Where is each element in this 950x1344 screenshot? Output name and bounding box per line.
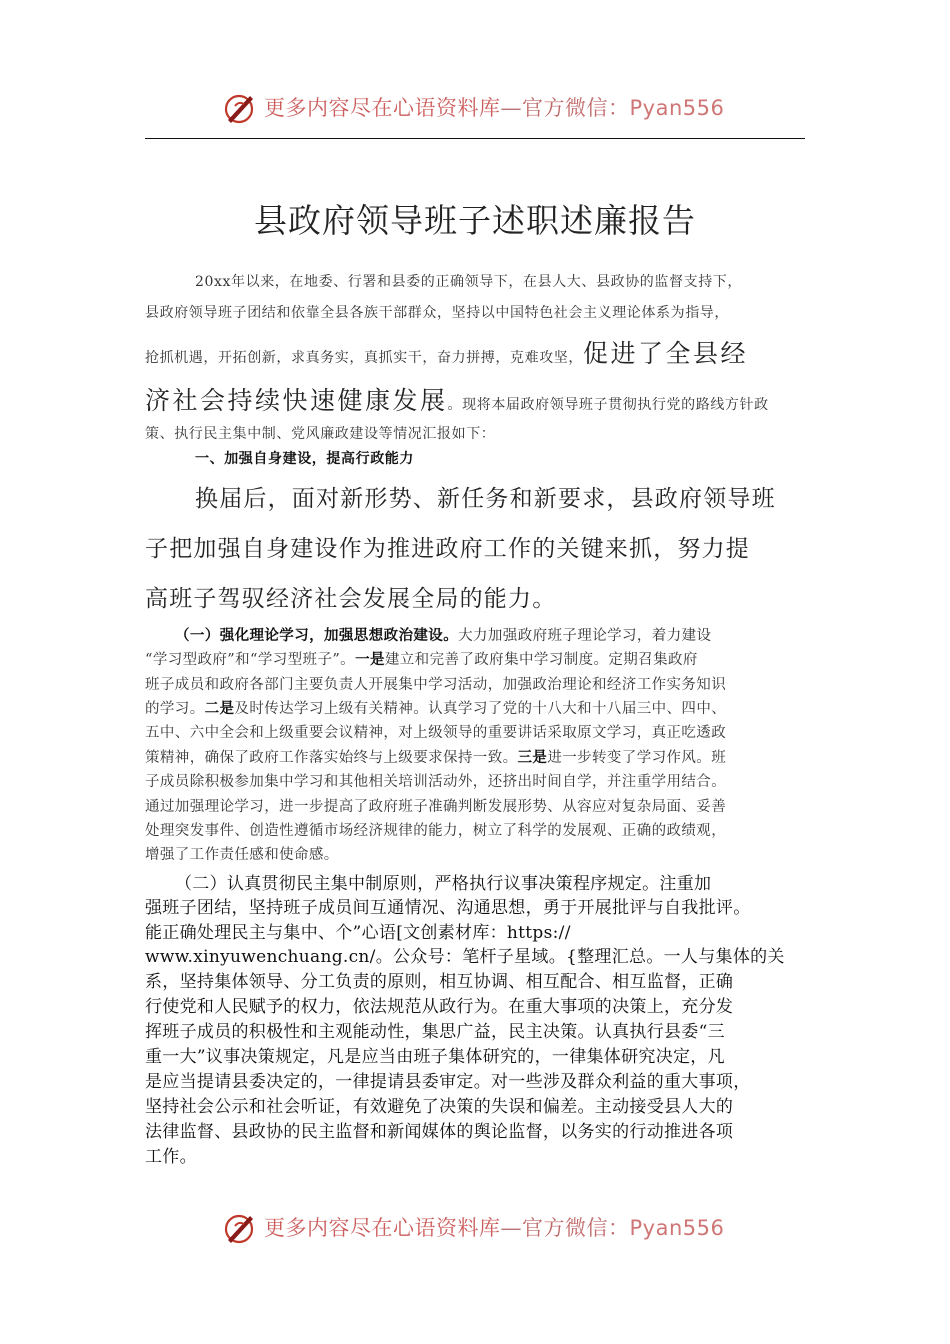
banner-wechat-label: 官方微信：: [522, 1216, 630, 1240]
intro-line: [145, 334, 748, 370]
sub2-line: 强班子团结，坚持班子成员间互通情况、沟通思想，勇于开展批评与自我批评。: [145, 898, 751, 918]
sub2-line: 工作。: [145, 1147, 197, 1167]
sub1-line: 五中、六中全会和上级重要会议精神，对上级领导的重要讲话采取原文学习，真正吃透政: [145, 725, 727, 741]
section-paragraph-line: 子把加强自身建设作为推进政府工作的关键来抓，努力提: [145, 536, 750, 562]
banner-site: 更多内容尽在心语资料库: [264, 96, 501, 120]
sub1-line: [145, 746, 726, 767]
sub1-text: 策精神，确保了政府工作落实始终与上级要求保持一致。: [145, 750, 518, 766]
sub1-heading: （一）强化理论学习，加强思想政治建设。: [175, 627, 459, 644]
sub1-text: 大力加强政府班子理论学习，着力建设: [458, 628, 712, 644]
sub2-line: www.xinyuwenchuang.cn/。公众号：笔杆子星域。{整理汇总。一人与集体的关: [145, 947, 785, 967]
banner-text: [264, 1212, 724, 1244]
banner-site: 更多内容尽在心语资料库: [264, 1216, 501, 1240]
intro-line: [145, 381, 769, 417]
intro-line: 策、执行民主集中制、党风廉政建设等情况汇报如下：: [145, 426, 496, 442]
banner-dash: —: [500, 96, 522, 120]
intro-text: 。现将本届政府领导班子贯彻执行党的路线方针政: [447, 397, 769, 413]
sub1-line: 处理突发事件、创造性遵循市场经济规律的能力，树立了科学的发展观、正确的政绩观，: [145, 823, 727, 839]
pen-logo-icon: [222, 1210, 258, 1246]
sub1-line: 子成员除积极参加集中学习和其他相关培训活动外，还挤出时间自学，并注重学用结合。: [145, 774, 727, 790]
intro-line: 20xx年以来，在地委、行署和县委的正确领导下，在县人大、县政协的监督支持下，: [195, 274, 743, 290]
banner-dash: —: [500, 1216, 522, 1240]
sub1-keyword: 二是: [204, 700, 235, 717]
sub1-text: “学习型政府”和“学习型班子”。: [145, 652, 356, 668]
header-banner: [0, 88, 950, 128]
banner-wechat-id: Pyan556: [629, 1216, 725, 1240]
intro-large-text: 促进了全县经: [583, 339, 749, 368]
sub2-line: 法律监督、县政协的民主监督和新闻媒体的舆论监督，以务实的行动推进各项: [145, 1122, 734, 1142]
intro-large-text: 济社会持续快速健康发展: [145, 386, 448, 415]
banner-wechat-id: Pyan556: [629, 96, 725, 120]
sub1-text: 的学习。: [145, 701, 205, 717]
banner-wechat-label: 官方微信：: [522, 96, 630, 120]
sub1-line: 班子成员和政府各部门主要负责人开展集中学习活动，加强政治理论和经济工作实务知识: [145, 677, 727, 693]
sub1-text: 及时传达学习上级有关精神。认真学习了党的十八大和十八届三中、四中、: [234, 701, 727, 717]
sub2-line: 重一大”议事决策规定，凡是应当由班子集体研究的，一律集体研究决定，凡: [145, 1047, 725, 1067]
sub2-line: 能正确处理民主与集中、个”心语[文创素材库：https://: [145, 923, 571, 943]
sub2-line: 是应当提请县委决定的，一律提请县委审定。对一些涉及群众利益的重大事项，: [145, 1072, 751, 1092]
sub2-line: 挥班子成员的积极性和主观能动性，集思广益，民主决策。认真执行县委“三: [145, 1022, 725, 1042]
pen-logo-icon: [222, 90, 258, 126]
intro-text: 抢抓机遇，开拓创新，求真务实，真抓实干，奋力拼搏，克难攻坚，: [145, 350, 583, 366]
header-divider: [145, 138, 805, 139]
footer-banner: [0, 1208, 950, 1248]
sub1-text: 进一步转变了学习作风。班: [547, 750, 727, 766]
sub1-text: 建立和完善了政府集中学习制度。定期召集政府: [384, 652, 698, 668]
sub1-keyword: 三是: [517, 749, 548, 766]
sub1-line: [145, 648, 698, 669]
sub1-keyword: 一是: [355, 651, 385, 668]
sub1-line: 通过加强理论学习，进一步提高了政府班子准确判断发展形势、从容应对复杂局面、妥善: [145, 799, 727, 815]
sub2-line: 系，坚持集体领导、分工负责的原则，相互协调、相互配合、相互监督，正确: [145, 972, 734, 992]
banner-text: [264, 92, 724, 124]
sub2-line: 坚持社会公示和社会听证，有效避免了决策的失误和偏差。主动接受县人大的: [145, 1097, 734, 1117]
sub2-line: 行使党和人民赋予的权力，依法规范从政行为。在重大事项的决策上，充分发: [145, 997, 734, 1017]
sub2-line: （二）认真贯彻民主集中制原则，严格执行议事决策程序规定。注重加: [175, 874, 712, 894]
document-title: 县政府领导班子述职述廉报告: [254, 201, 696, 240]
section-paragraph-line: 高班子驾驭经济社会发展全局的能力。: [145, 586, 557, 612]
sub1-line: [175, 624, 711, 645]
section-heading: 一、加强自身建设，提高行政能力: [195, 451, 414, 467]
section-paragraph-line: 换届后，面对新形势、新任务和新要求，县政府领导班: [195, 486, 776, 512]
intro-line: 县政府领导班子团结和依靠全县各族干部群众，坚持以中国特色社会主义理论体系为指导，: [145, 305, 729, 321]
sub1-line: [145, 697, 726, 718]
sub1-line: 增强了工作责任感和使命感。: [145, 847, 339, 863]
